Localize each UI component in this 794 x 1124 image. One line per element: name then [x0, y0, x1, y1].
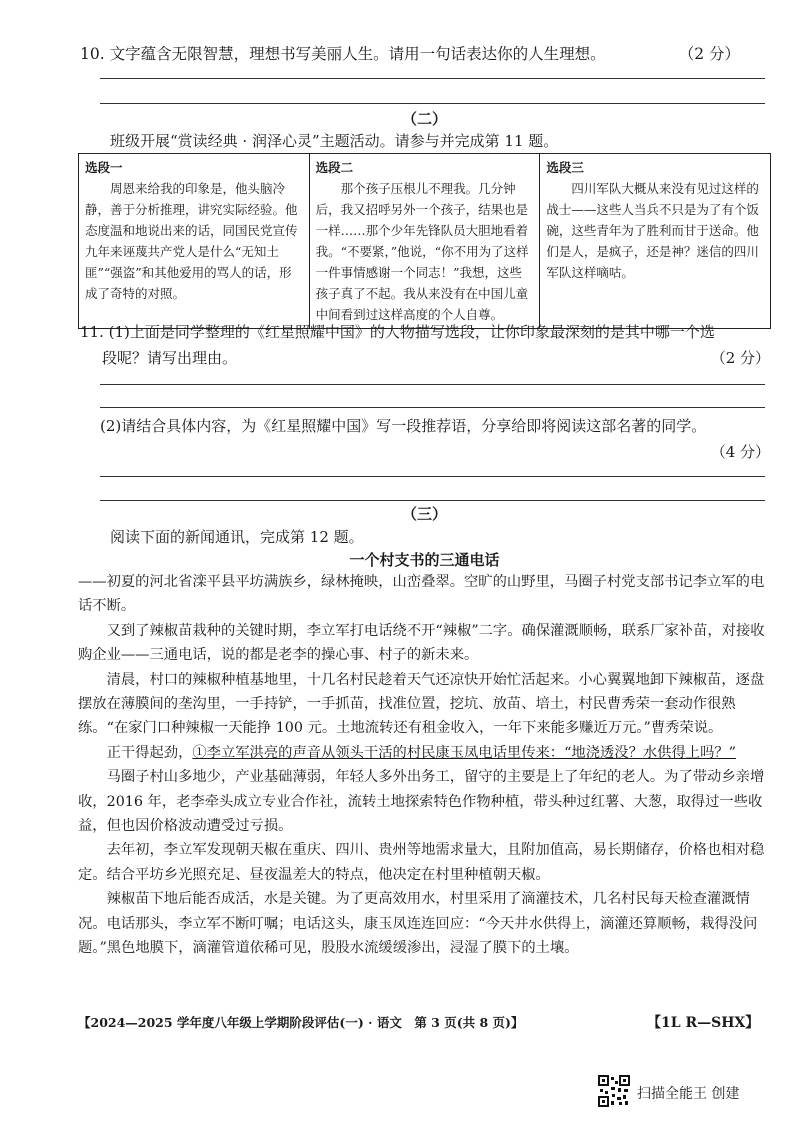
excerpt-body: 四川军队大概从来没有见过这样的战士——这些人当兵不只是为了有个饭碗，这些青年为了胜利而甘于送命。他们是人，是疯子，还是神？迷信的四川军队这样嘀咕。	[546, 181, 759, 280]
news-article	[78, 570, 774, 961]
excerpt-body: 周恩来给我的印象是，他头脑冷静，善于分析推理，讲究实际经验。他态度温和地说出来的话，同国民党宣传九年来诬蔑共产党人是什么“无知土匪”“强盗”和其他爱用的骂人的话，形成了奇特的对照。	[85, 181, 298, 301]
answer-line	[100, 407, 765, 408]
answer-line	[100, 103, 765, 104]
excerpt-cell-1	[79, 154, 310, 329]
question-11-part-2-score: （4 分）	[710, 443, 770, 461]
qr-code-icon	[598, 1075, 630, 1111]
news-paragraph: ——初夏的河北省滦平县平坊满族乡，绿林掩映，山峦叠翠。空旷的山野里，马圈子村党支部书记李立军的电话不断。	[78, 574, 765, 615]
answer-line	[100, 78, 765, 79]
excerpt-body: 那个孩子压根儿不理我。几分钟后，我又招呼另外一个孩子，结果也是一样……那个少年先锋队员大胆地看着我。“不要紧，”他说，“你不用为了这样一件事情感谢一个同志！”我想，这些孩子真了不起。我从来没有在中国儿童中间看到过这样高度的个人自尊。	[315, 181, 529, 322]
section-3-heading: （三）	[401, 505, 447, 523]
news-paragraph: 清晨，村口的辣椒种植基地里，十几名村民趁着天气还凉快开始忙活起来。小心翼翼地卸下辣椒苗，逐盘摆放在薄膜间的垄沟里，一手持铲，一手抓苗，找准位置，挖坑、放苗、培土，村民曹秀荣一套动作很熟练。“在家门口种辣椒一天能挣 100 元。土地流转还有租金收入，一年下来能多赚近万元。”曹秀荣说。	[78, 671, 765, 737]
answer-line	[100, 500, 765, 501]
excerpt-cell-2	[309, 154, 540, 329]
news-paragraph-underlined	[78, 741, 774, 765]
question-11-part-2-text: (2)请结合具体内容，为《红星照耀中国》写一段推荐语，分享给即将阅读这部名著的同学。	[100, 417, 707, 435]
section-3-heading-wrap	[78, 503, 771, 524]
section-2-heading: （二）	[401, 110, 447, 128]
scanner-brand: 扫描全能王 创建	[637, 1086, 740, 1102]
question-11-part-2	[100, 413, 770, 465]
question-11-part-1-line-2: 段呢？请写出理由。	[102, 349, 238, 367]
question-10-score: （2 分）	[678, 45, 740, 63]
answer-line	[100, 384, 765, 385]
news-paragraph: 又到了辣椒苗栽种的关键时期，李立军打电话绕不开“辣椒”二字。确保灌溉顺畅，联系厂家补苗，对接收购企业——三通电话，说的都是老李的操心事、村子的新未来。	[78, 622, 765, 664]
news-title: 一个村支书的三通电话	[349, 551, 500, 569]
excerpt-title: 选段二	[315, 160, 354, 175]
excerpt-title: 选段一	[85, 160, 123, 175]
question-11-part-1	[80, 319, 770, 371]
paper-code: 【1L R—SHX】	[647, 1015, 760, 1031]
answer-line	[100, 476, 765, 477]
news-paragraph: 马圈子村山多地少，产业基础薄弱，年轻人多外出务工，留守的主要是上了年纪的老人。为了带动乡亲增收，2016 年，老李牵头成立专业合作社，流转土地探索特色作物种植，带头种过红薯、大葱，取得过一些收益，但也因价格波动遭受过亏损。	[78, 769, 765, 835]
question-11-part-1-line-1: 11. (1)上面是同学整理的《红星照耀中国》的人物描写选段，让你印象最深刻的是其中哪一个选	[80, 323, 715, 341]
news-paragraph: 去年初，李立军发现朝天椒在重庆、四川、贵州等地需求量大，且附加值高，易长期储存，价格也相对稳定。结合平坊乡光照充足、昼夜温差大的特点，他决定在村里种植朝天椒。	[78, 842, 765, 883]
section-2-heading-wrap	[78, 108, 771, 129]
excerpt-cell-3	[540, 154, 771, 329]
question-10	[80, 42, 740, 64]
question-11-part-1-score: （2 分）	[710, 349, 770, 367]
underlined-sentence-1: ①李立军洪亮的声音从领头干活的村民康玉凤电话里传来：“地浇透没？水供得上吗？”	[192, 744, 736, 761]
section-2-intro: 班级开展“赏读经典 · 润泽心灵”主题活动。请参与并完成第 11 题。	[110, 132, 559, 150]
excerpt-title: 选段三	[546, 160, 584, 175]
page-footer: 【2024—2025 学年度八年级上学期阶段评估(一) · 语文 第 3 页(共 8 页)】	[78, 1015, 524, 1030]
excerpt-table	[78, 153, 771, 329]
news-plain-text: 正干得起劲，	[106, 744, 193, 761]
section-3-intro: 阅读下面的新闻通讯，完成第 12 题。	[110, 528, 364, 546]
question-10-text: 10. 文字蕴含无限智慧，理想书写美丽人生。请用一句话表达你的人生理想。	[80, 45, 606, 63]
news-paragraph: 辣椒苗下地后能否成活，水是关键。为了更高效用水，村里采用了滴灌技术，几名村民每天检查灌溉情况。电话那头，李立军不断叮嘱；电话这头，康玉凤连连回应：“今天井水供得上，滴灌还算顺畅，栽得没问题。”黑色地膜下，滴灌管道依稀可见，股股水流缓缓渗出，浸湿了膜下的土壤。	[78, 891, 758, 957]
